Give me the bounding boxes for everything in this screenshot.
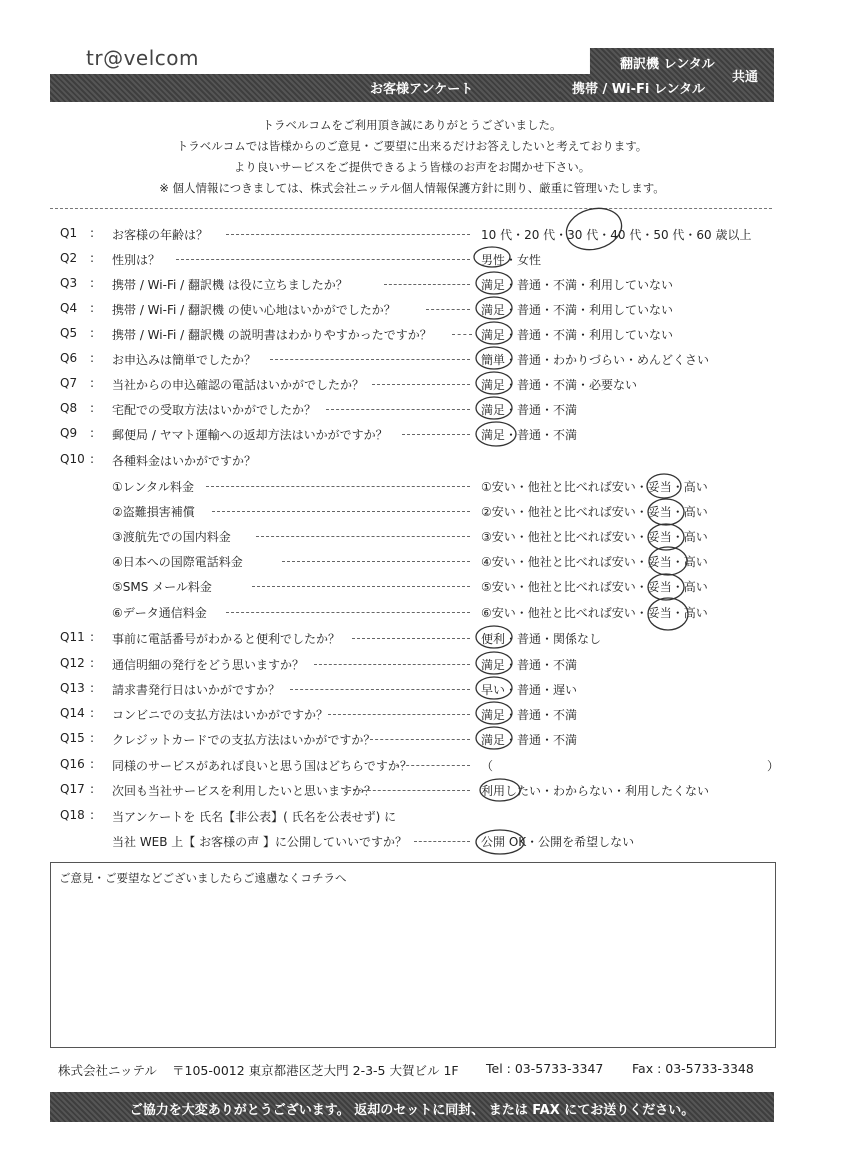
footer-thanks: ご協力を大変ありがとうございます。 返却のセットに同封、 または FAX にてお送りください。	[129, 1103, 695, 1118]
question-text: 携帯 / Wi-Fi / 翻訳機 の使い心地はいかがでしたか？	[112, 303, 396, 317]
intro-line-1: トラベルコムをご利用頂き誠にありがとうございました。	[262, 118, 562, 132]
question-number: Q13	[60, 681, 85, 695]
answer-options[interactable]: 満足・普通・不満	[481, 708, 578, 722]
intro-line-2: トラベルコムでは皆様からのご意見・ご要望に出来るだけお答えしたいと考えております。	[176, 139, 648, 153]
colon: :	[90, 630, 95, 644]
question-q9	[0, 426, 850, 446]
answer-options[interactable]: 簡単・普通・わかりづらい・めんどくさい	[481, 353, 710, 367]
answer-options[interactable]: 満足・普通・不満・必要ない	[481, 378, 638, 392]
question-q15	[0, 731, 850, 751]
q10-item-sms	[0, 578, 850, 598]
intro-line-3: より良いサービスをご提供できるよう皆様のお声をお聞かせ下さい。	[233, 160, 591, 174]
intro-line-4: ※ 個人情報につきましては、株式会社ニッテル個人情報保護方針に則り、厳重に管理いたします。	[159, 181, 665, 195]
colon: :	[90, 681, 95, 695]
q10-item-theft	[0, 503, 850, 523]
company-logo: tr@velcom	[86, 46, 199, 70]
question-q18	[0, 808, 850, 828]
q10-item-rental	[0, 478, 850, 498]
question-number: Q17	[60, 782, 85, 796]
question-number: Q1	[60, 226, 78, 240]
question-q6	[0, 351, 850, 371]
colon: :	[90, 251, 95, 265]
answer-options[interactable]: ④安い・他社と比べれば安い・妥当・高い	[481, 555, 708, 569]
fee-label: ③渡航先での国内料金	[112, 530, 231, 544]
question-q13	[0, 681, 850, 701]
question-q3	[0, 276, 850, 296]
question-q12	[0, 656, 850, 676]
q10-item-intl	[0, 553, 850, 573]
question-text: お客様の年齢は？	[112, 228, 209, 242]
question-q11	[0, 630, 850, 650]
question-q8	[0, 401, 850, 421]
answer-options[interactable]: 満足・普通・不満	[481, 428, 578, 442]
question-text: 通信明細の発行をどう思いますか？	[112, 658, 305, 672]
answer-options[interactable]: 早い・普通・遅い	[481, 683, 578, 697]
question-number: Q16	[60, 757, 85, 771]
colon: :	[90, 452, 95, 466]
question-text: 当社からの申込確認の電話はいかがでしたか？	[112, 378, 365, 392]
question-number: Q9	[60, 426, 78, 440]
question-number: Q10	[60, 452, 85, 466]
question-text: 郵便局 / ヤマト運輸への返却方法はいかがですか？	[112, 428, 388, 442]
question-text: 宅配での受取方法はいかがでしたか？	[112, 403, 317, 417]
question-text: 次回も当社サービスを利用したいと思いますか？	[112, 784, 377, 798]
colon: :	[90, 808, 95, 822]
question-number: Q15	[60, 731, 85, 745]
answer-options[interactable]: 10 代・20 代・30 代・40 代・50 代・60 歳以上	[481, 228, 752, 242]
footer-company: 株式会社ニッテル	[58, 1063, 157, 1078]
question-text: 携帯 / Wi-Fi / 翻訳機 は役に立ちましたか？	[112, 278, 348, 292]
answer-options[interactable]: ⑤安い・他社と比べれば安い・妥当・高い	[481, 580, 708, 594]
colon: :	[90, 731, 95, 745]
fee-label: ⑥データ通信料金	[112, 606, 207, 620]
fee-label: ④日本への国際電話料金	[112, 555, 243, 569]
question-text: 当アンケートを 氏名【非公表】( 氏名を公表せず) に	[112, 810, 397, 824]
answer-options[interactable]: 満足・普通・不満・利用していない	[481, 328, 674, 342]
question-number: Q3	[60, 276, 78, 290]
service-common: 共通	[732, 70, 759, 85]
answer-options[interactable]: ⑥安い・他社と比べれば安い・妥当・高い	[481, 606, 708, 620]
question-text: 各種料金はいかがですか？	[112, 454, 257, 468]
question-number: Q6	[60, 351, 78, 365]
answer-options[interactable]: 満足・普通・不満・利用していない	[481, 303, 674, 317]
question-q1	[0, 226, 850, 246]
country-answer-open[interactable]: （	[481, 759, 494, 773]
colon: :	[90, 706, 95, 720]
colon: :	[90, 301, 95, 315]
question-text: 当社 WEB 上【 お客様の声 】に公開していいですか？	[112, 835, 407, 849]
question-number: Q18	[60, 808, 85, 822]
question-text: 請求書発行日はいかがですか？	[112, 683, 281, 697]
answer-options[interactable]: 満足・普通・不満	[481, 403, 578, 417]
question-q18-line2	[0, 833, 850, 853]
answer-options[interactable]: 利用したい・わからない・利用したくない	[481, 784, 710, 798]
question-number: Q14	[60, 706, 85, 720]
footer-tel: Tel : 03-5733-3347	[486, 1061, 604, 1076]
answer-options[interactable]: 満足・普通・不満	[481, 733, 578, 747]
answer-options[interactable]: ①安い・他社と比べれば安い・妥当・高い	[481, 480, 708, 494]
question-number: Q11	[60, 630, 85, 644]
comment-box[interactable]	[50, 862, 776, 1048]
comment-label: ご意見・ご要望などございましたらご遠慮なくコチラへ	[59, 871, 347, 885]
question-number: Q7	[60, 376, 78, 390]
answer-options[interactable]: ②安い・他社と比べれば安い・妥当・高い	[481, 505, 708, 519]
answer-options[interactable]: 公開 OK・公開を希望しない	[481, 835, 635, 849]
service-line-wifi: 携帯 / Wi-Fi レンタル	[572, 82, 706, 97]
question-number: Q5	[60, 326, 78, 340]
service-line-translator: 翻訳機 レンタル	[620, 57, 715, 72]
colon: :	[90, 757, 95, 771]
question-text: 同様のサービスがあれば良いと思う国はどちらですか？	[112, 759, 412, 773]
question-q14	[0, 706, 850, 726]
colon: :	[90, 376, 95, 390]
q10-item-local	[0, 528, 850, 548]
q10-item-data	[0, 604, 850, 624]
question-number: Q4	[60, 301, 78, 315]
colon: :	[90, 426, 95, 440]
question-text: お申込みは簡単でしたか？	[112, 353, 257, 367]
answer-options[interactable]: 男性・女性	[481, 253, 542, 267]
colon: :	[90, 326, 95, 340]
question-number: Q12	[60, 656, 85, 670]
country-answer-close: ）	[767, 759, 780, 773]
fee-label: ②盗難損害補償	[112, 505, 195, 519]
question-q17	[0, 782, 850, 802]
question-text: 性別は？	[112, 253, 161, 267]
question-text: 事前に電話番号がわかると便利でしたか？	[112, 632, 341, 646]
answer-options[interactable]: 満足・普通・不満・利用していない	[481, 278, 674, 292]
answer-options[interactable]: 満足・普通・不満	[481, 658, 578, 672]
question-q4	[0, 301, 850, 321]
footer-fax: Fax : 03-5733-3348	[632, 1061, 754, 1076]
question-q7	[0, 376, 850, 396]
separator	[50, 208, 772, 209]
question-text: コンビニでの支払方法はいかがですか？	[112, 708, 329, 722]
fee-label: ①レンタル料金	[112, 480, 194, 494]
question-number: Q8	[60, 401, 78, 415]
colon: :	[90, 656, 95, 670]
question-q16	[0, 757, 850, 777]
question-number: Q2	[60, 251, 78, 265]
footer-address: 〒105-0012 東京都港区芝大門 2-3-5 大賀ビル 1F	[172, 1063, 459, 1078]
colon: :	[90, 226, 95, 240]
question-text: 携帯 / Wi-Fi / 翻訳機 の説明書はわかりやすかったですか？	[112, 328, 432, 342]
answer-options[interactable]: ③安い・他社と比べれば安い・妥当・高い	[481, 530, 708, 544]
question-text: クレジットカードでの支払方法はいかがですか？	[112, 733, 376, 747]
colon: :	[90, 782, 95, 796]
colon: :	[90, 276, 95, 290]
question-q10	[0, 452, 850, 472]
fee-label: ⑤SMS メール料金	[112, 580, 212, 594]
answer-options[interactable]: 便利・普通・関係なし	[481, 632, 602, 646]
colon: :	[90, 351, 95, 365]
question-q5	[0, 326, 850, 346]
question-q2	[0, 251, 850, 271]
colon: :	[90, 401, 95, 415]
survey-title: お客様アンケート	[370, 82, 474, 97]
footer-bar	[50, 1092, 774, 1122]
